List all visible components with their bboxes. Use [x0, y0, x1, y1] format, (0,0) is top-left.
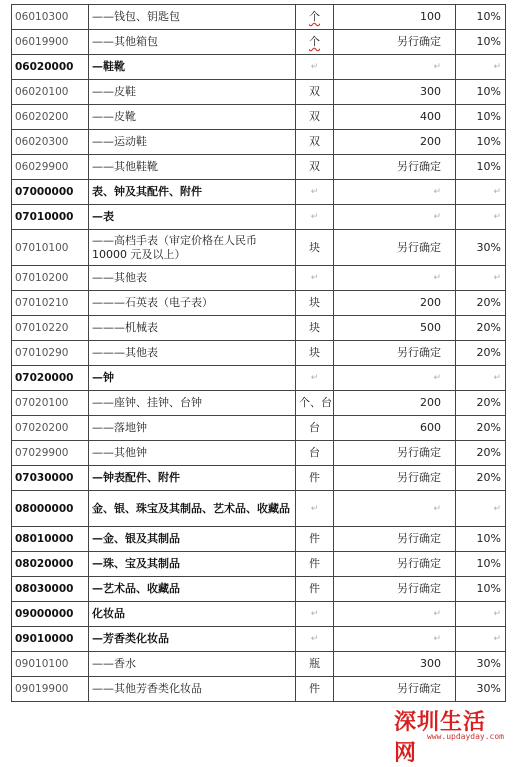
- name-cell: —钟表配件、附件: [89, 466, 296, 491]
- price-cell: 100: [334, 5, 456, 30]
- name-cell: ———机械表: [89, 316, 296, 341]
- unit-cell: ↵: [296, 55, 334, 80]
- code-cell: 07000000: [12, 180, 89, 205]
- table-row: [12, 341, 506, 366]
- unit-cell: ↵: [296, 266, 334, 291]
- name-cell: 化妆品: [89, 602, 296, 627]
- name-cell: —钟: [89, 366, 296, 391]
- table-row: [12, 527, 506, 552]
- table-row: [12, 627, 506, 652]
- unit-cell: ↵: [296, 366, 334, 391]
- table-row: [12, 155, 506, 180]
- table-row: [12, 230, 506, 266]
- code-cell: 09010100: [12, 652, 89, 677]
- price-cell: 另行确定: [334, 466, 456, 491]
- code-cell: 08020000: [12, 552, 89, 577]
- table-row: [12, 441, 506, 466]
- rate-cell: ↵: [456, 205, 506, 230]
- unit-cell: 件: [296, 577, 334, 602]
- name-cell: ——其他钟: [89, 441, 296, 466]
- code-cell: 06020200: [12, 105, 89, 130]
- rate-cell: 20%: [456, 316, 506, 341]
- name-cell: —珠、宝及其制品: [89, 552, 296, 577]
- code-cell: 09000000: [12, 602, 89, 627]
- code-cell: 07020000: [12, 366, 89, 391]
- price-cell: 另行确定: [334, 30, 456, 55]
- code-cell: 07010210: [12, 291, 89, 316]
- table-row: [12, 130, 506, 155]
- name-cell: —艺术品、收藏品: [89, 577, 296, 602]
- price-cell: 另行确定: [334, 341, 456, 366]
- rate-cell: 10%: [456, 130, 506, 155]
- table-row: [12, 291, 506, 316]
- unit-cell: ↵: [296, 627, 334, 652]
- rate-cell: 10%: [456, 577, 506, 602]
- rate-cell: 20%: [456, 441, 506, 466]
- rate-cell: 10%: [456, 5, 506, 30]
- unit-cell: 双: [296, 155, 334, 180]
- name-cell: ———石英表（电子表）: [89, 291, 296, 316]
- code-cell: 07020100: [12, 391, 89, 416]
- rate-cell: 10%: [456, 155, 506, 180]
- table-row: [12, 677, 506, 702]
- rate-cell: ↵: [456, 266, 506, 291]
- price-cell: ↵: [334, 602, 456, 627]
- rate-cell: 10%: [456, 105, 506, 130]
- unit-cell: 个、台: [296, 391, 334, 416]
- table-row: [12, 5, 506, 30]
- name-cell: ——运动鞋: [89, 130, 296, 155]
- unit-cell: 双: [296, 105, 334, 130]
- name-cell: ——落地钟: [89, 416, 296, 441]
- unit-cell: 件: [296, 466, 334, 491]
- table-row: [12, 391, 506, 416]
- rate-cell: 30%: [456, 230, 506, 266]
- price-cell: 200: [334, 291, 456, 316]
- code-cell: 07029900: [12, 441, 89, 466]
- rate-cell: 10%: [456, 30, 506, 55]
- price-cell: ↵: [334, 627, 456, 652]
- price-cell: 200: [334, 391, 456, 416]
- unit-cell: 块: [296, 316, 334, 341]
- price-cell: 另行确定: [334, 230, 456, 266]
- rate-cell: 20%: [456, 466, 506, 491]
- table-row: [12, 602, 506, 627]
- tariff-table-body: [12, 5, 506, 702]
- name-cell: ——香水: [89, 652, 296, 677]
- name-cell: ——皮靴: [89, 105, 296, 130]
- rate-cell: 10%: [456, 527, 506, 552]
- price-cell: 另行确定: [334, 677, 456, 702]
- table-row: [12, 366, 506, 391]
- table-row: [12, 205, 506, 230]
- code-cell: 06020300: [12, 130, 89, 155]
- name-cell: ——钱包、钥匙包: [89, 5, 296, 30]
- name-cell: ———其他表: [89, 341, 296, 366]
- table-row: [12, 577, 506, 602]
- price-cell: 另行确定: [334, 441, 456, 466]
- name-cell: 表、钟及其配件、附件: [89, 180, 296, 205]
- rate-cell: 30%: [456, 677, 506, 702]
- price-cell: ↵: [334, 266, 456, 291]
- table-row: [12, 552, 506, 577]
- name-cell: ——其他箱包: [89, 30, 296, 55]
- name-cell: —芳香类化妆品: [89, 627, 296, 652]
- rate-cell: ↵: [456, 55, 506, 80]
- name-cell: ——高档手表（审定价格在人民币 10000 元及以上）: [89, 230, 296, 266]
- name-cell: ——皮鞋: [89, 80, 296, 105]
- unit-cell: ↵: [296, 491, 334, 527]
- price-cell: 另行确定: [334, 552, 456, 577]
- code-cell: 09010000: [12, 627, 89, 652]
- code-cell: 07010200: [12, 266, 89, 291]
- unit-cell: ↵: [296, 180, 334, 205]
- rate-cell: ↵: [456, 366, 506, 391]
- name-cell: —金、银及其制品: [89, 527, 296, 552]
- rate-cell: 20%: [456, 391, 506, 416]
- unit-cell: 台: [296, 441, 334, 466]
- unit-cell: 块: [296, 230, 334, 266]
- rate-cell: ↵: [456, 180, 506, 205]
- code-cell: 07030000: [12, 466, 89, 491]
- table-row: [12, 80, 506, 105]
- code-cell: 06020000: [12, 55, 89, 80]
- code-cell: 07010100: [12, 230, 89, 266]
- watermark-url: www.updayday.com: [426, 732, 504, 741]
- watermark-text: 深圳生活网: [394, 710, 487, 766]
- code-cell: 07010000: [12, 205, 89, 230]
- table-row: [12, 316, 506, 341]
- table-row: [12, 180, 506, 205]
- table-row: [12, 105, 506, 130]
- table-row: [12, 652, 506, 677]
- rate-cell: 30%: [456, 652, 506, 677]
- price-cell: ↵: [334, 180, 456, 205]
- table-row: [12, 55, 506, 80]
- name-cell: 金、银、珠宝及其制品、艺术品、收藏品: [89, 491, 296, 527]
- name-cell: ——座钟、挂钟、台钟: [89, 391, 296, 416]
- unit-cell: 个: [296, 5, 334, 30]
- unit-cell: 个: [296, 30, 334, 55]
- unit-cell: 双: [296, 80, 334, 105]
- code-cell: 06019900: [12, 30, 89, 55]
- price-cell: 600: [334, 416, 456, 441]
- name-cell: —表: [89, 205, 296, 230]
- table-row: [12, 266, 506, 291]
- unit-cell: ↵: [296, 602, 334, 627]
- unit-cell: 块: [296, 341, 334, 366]
- rate-cell: 10%: [456, 552, 506, 577]
- price-cell: ↵: [334, 205, 456, 230]
- unit-cell: 双: [296, 130, 334, 155]
- name-cell: —鞋靴: [89, 55, 296, 80]
- code-cell: 06010300: [12, 5, 89, 30]
- price-cell: 另行确定: [334, 527, 456, 552]
- site-watermark: [394, 699, 512, 766]
- unit-cell: 件: [296, 552, 334, 577]
- rate-cell: ↵: [456, 602, 506, 627]
- rate-cell: 20%: [456, 291, 506, 316]
- code-cell: 08010000: [12, 527, 89, 552]
- unit-cell: 块: [296, 291, 334, 316]
- price-cell: 另行确定: [334, 577, 456, 602]
- unit-cell: 件: [296, 527, 334, 552]
- unit-cell: 件: [296, 677, 334, 702]
- price-cell: 400: [334, 105, 456, 130]
- price-cell: 200: [334, 130, 456, 155]
- rate-cell: 10%: [456, 80, 506, 105]
- code-cell: 09019900: [12, 677, 89, 702]
- price-cell: ↵: [334, 491, 456, 527]
- table-row: [12, 416, 506, 441]
- name-cell: ——其他鞋靴: [89, 155, 296, 180]
- price-cell: 300: [334, 652, 456, 677]
- code-cell: 06020100: [12, 80, 89, 105]
- rate-cell: 20%: [456, 341, 506, 366]
- rate-cell: ↵: [456, 627, 506, 652]
- rate-cell: 20%: [456, 416, 506, 441]
- code-cell: 08000000: [12, 491, 89, 527]
- table-row: [12, 30, 506, 55]
- price-cell: 500: [334, 316, 456, 341]
- unit-cell: ↵: [296, 205, 334, 230]
- code-cell: 06029900: [12, 155, 89, 180]
- code-cell: 07010290: [12, 341, 89, 366]
- unit-cell: 台: [296, 416, 334, 441]
- table-row: [12, 466, 506, 491]
- price-cell: 300: [334, 80, 456, 105]
- price-cell: ↵: [334, 366, 456, 391]
- tariff-table: [11, 4, 506, 702]
- name-cell: ——其他芳香类化妆品: [89, 677, 296, 702]
- table-row: [12, 491, 506, 527]
- rate-cell: ↵: [456, 491, 506, 527]
- code-cell: 08030000: [12, 577, 89, 602]
- price-cell: 另行确定: [334, 155, 456, 180]
- unit-cell: 瓶: [296, 652, 334, 677]
- name-cell: ——其他表: [89, 266, 296, 291]
- code-cell: 07010220: [12, 316, 89, 341]
- code-cell: 07020200: [12, 416, 89, 441]
- price-cell: ↵: [334, 55, 456, 80]
